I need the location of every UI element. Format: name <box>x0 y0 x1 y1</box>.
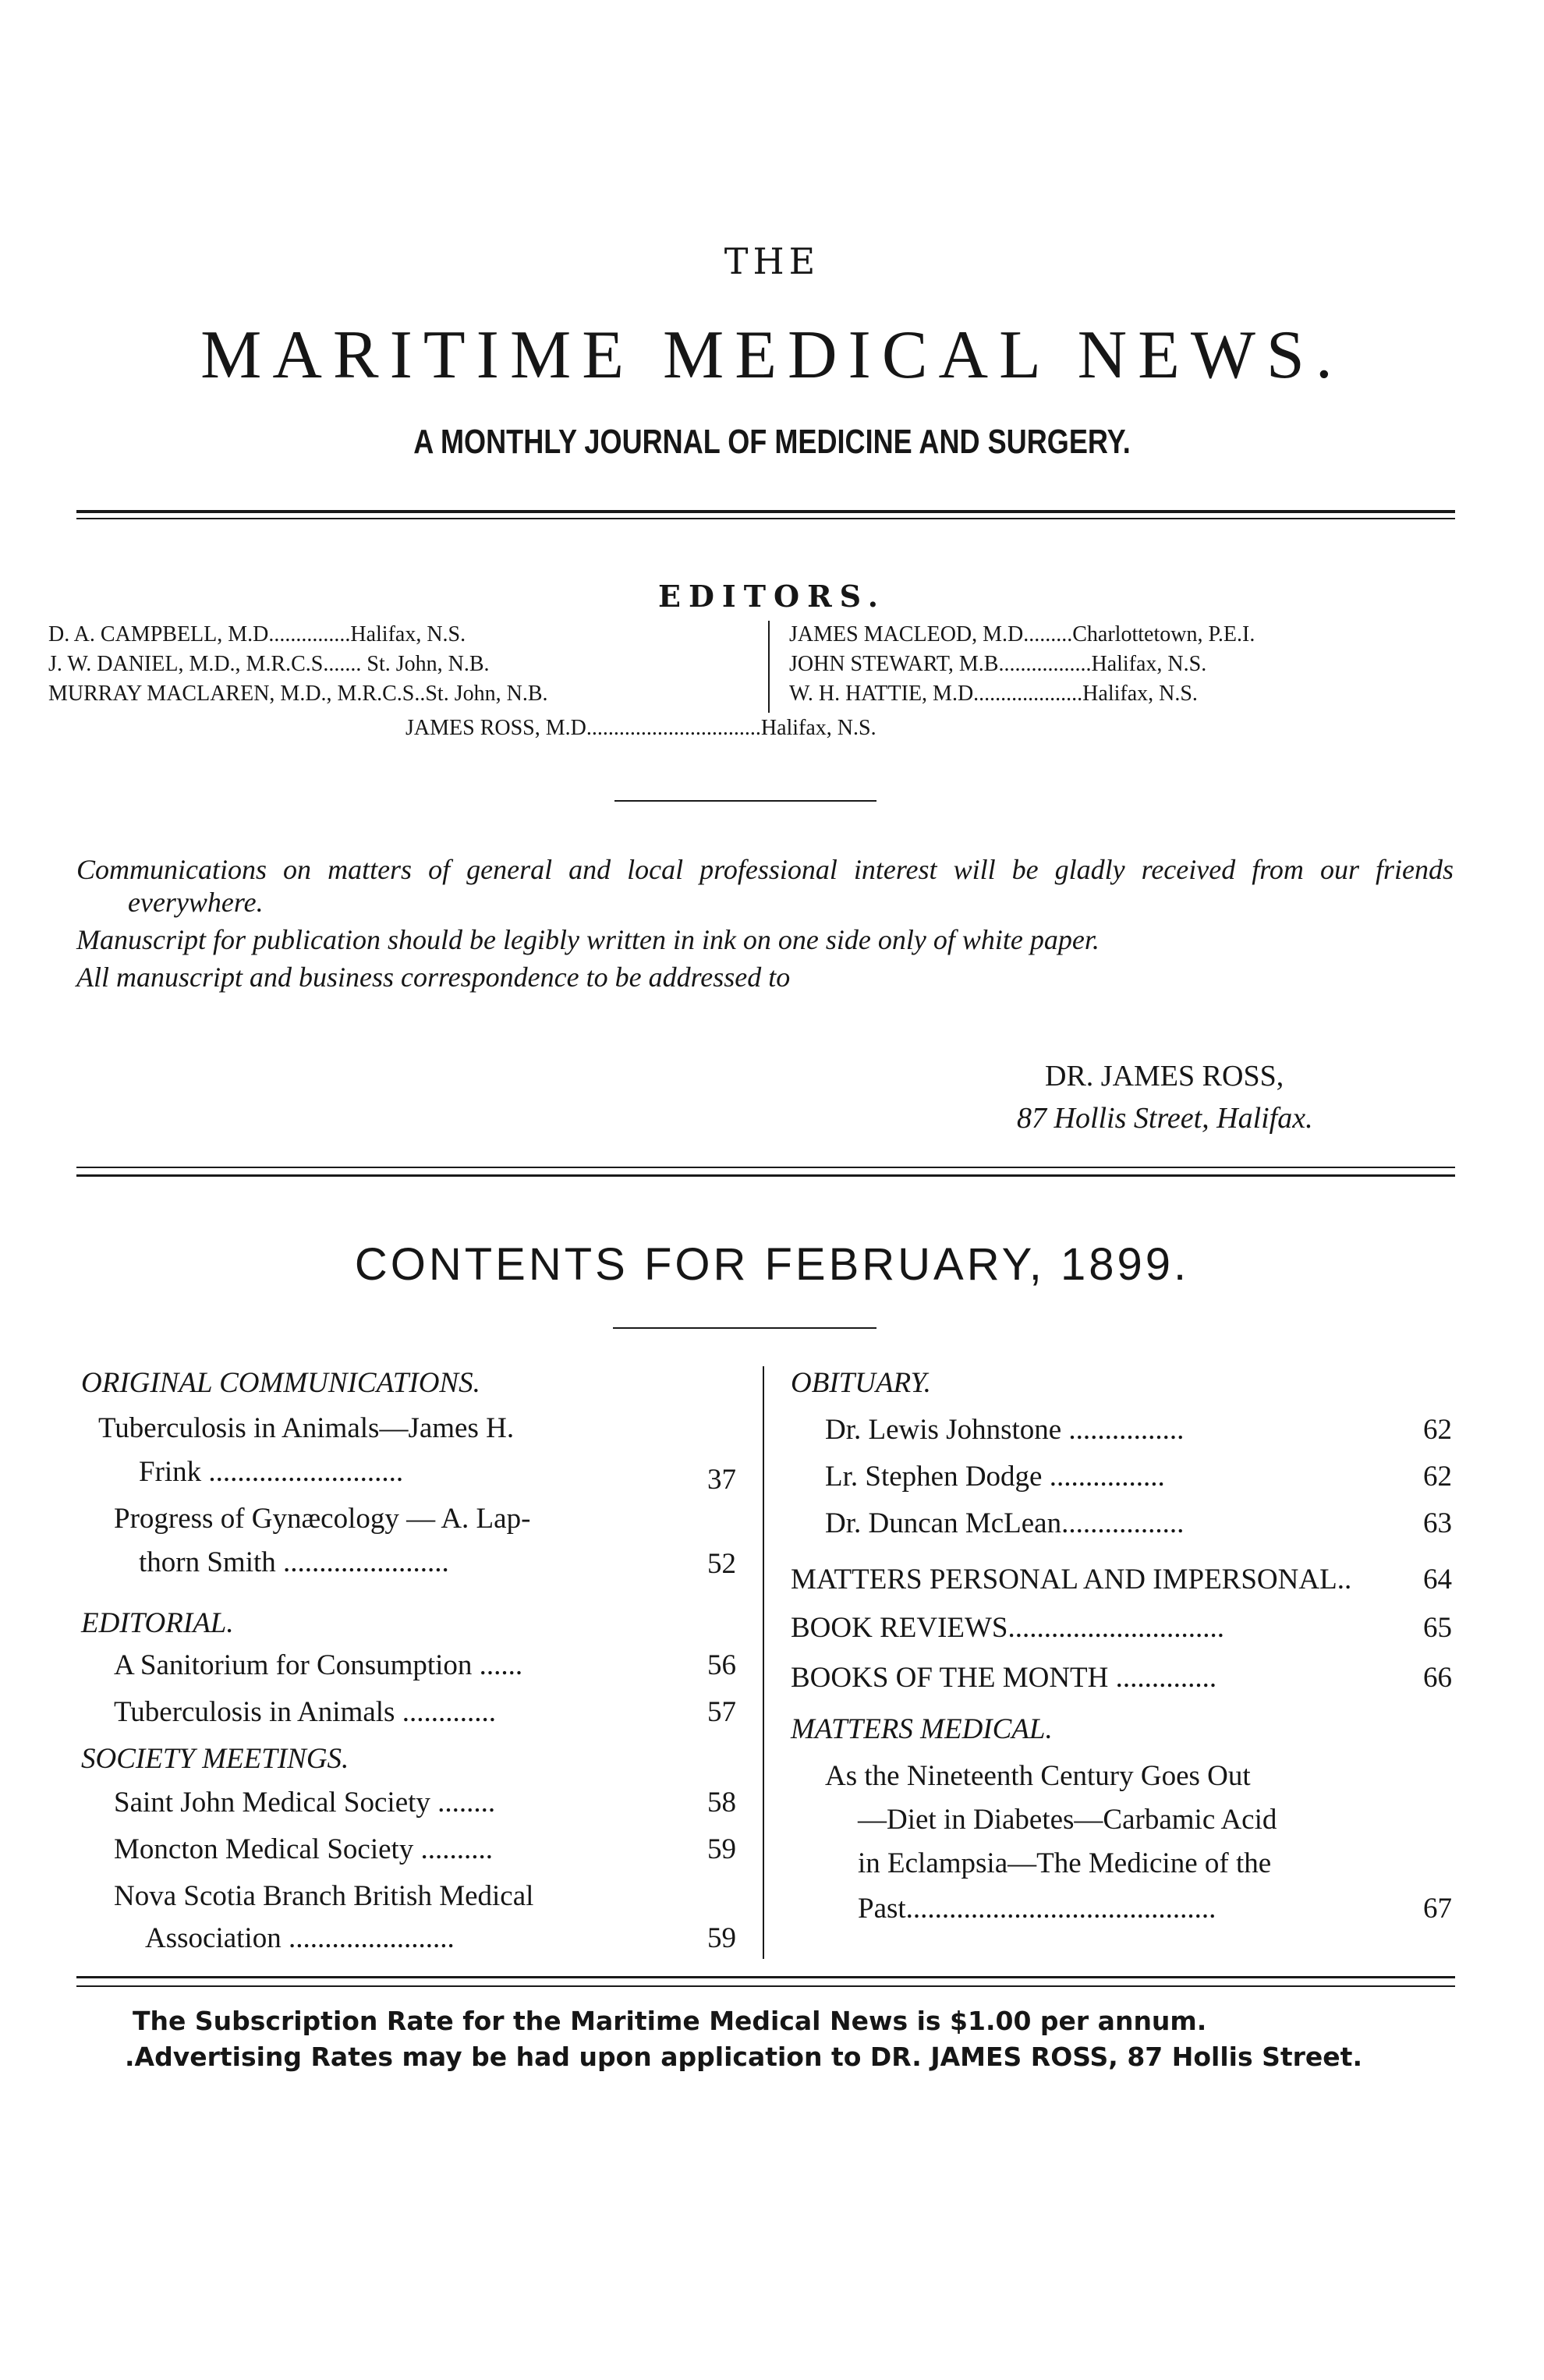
entry-sanitorium: A Sanitorium for Consumption ...... <box>114 1649 523 1681</box>
entry-nineteenth-century-cont: —Diet in Diabetes—Carbamic Acid <box>858 1804 1277 1836</box>
page-number: 56 <box>707 1649 736 1681</box>
entry-moncton-society: Moncton Medical Society .......... <box>114 1833 494 1865</box>
entry-nineteenth-century: As the Nineteenth Century Goes Out <box>825 1760 1251 1792</box>
page-number: 52 <box>707 1548 736 1580</box>
entry-progress-gynaecology: Progress of Gynæcology — A. Lap- <box>114 1503 531 1535</box>
page-number: 62 <box>1423 1461 1452 1493</box>
entry-saint-john-society: Saint John Medical Society ........ <box>114 1787 496 1819</box>
editor-left-2: J. W. DANIEL, M.D., M.R.C.S....... St. John, N.B. <box>48 652 490 676</box>
editor-left-3: MURRAY MACLAREN, M.D., M.R.C.S..St. John, N.B. <box>48 682 548 706</box>
address-name: DR. JAMES ROSS, <box>1045 1060 1284 1093</box>
entry-tuberculosis-animals-frink-cont: Frink ........................... <box>139 1456 404 1488</box>
entry-duncan-mclean: Dr. Duncan McLean................. <box>825 1507 1185 1539</box>
entry-progress-gynaecology-cont: thorn Smith ....................... <box>139 1546 449 1578</box>
masthead-rule-bottom <box>76 518 1455 519</box>
entry-lewis-johnstone: Dr. Lewis Johnstone ................ <box>825 1414 1185 1446</box>
masthead-rule-top <box>76 510 1455 513</box>
advertising-rates: .Advertising Rates may be had upon application to DR. JAMES ROSS, 87 Hollis Street. <box>125 2042 1362 2072</box>
subscription-rate: The Subscription Rate for the Maritime Medical News is $1.00 per annum. <box>133 2006 1207 2036</box>
entry-nova-scotia-branch-cont: Association ....................... <box>145 1922 455 1954</box>
entry-tuberculosis-animals: Tuberculosis in Animals ............. <box>114 1696 496 1728</box>
page-number: 58 <box>707 1787 736 1819</box>
page-number: 66 <box>1423 1662 1452 1694</box>
section-matters-medical: MATTERS MEDICAL. <box>791 1713 1053 1745</box>
contents-title: CONTENTS FOR FEBRUARY, 1899. <box>354 1239 1190 1290</box>
entry-nineteenth-century-cont: Past........................................... <box>858 1893 1216 1925</box>
editor-right-1: JAMES MACLEOD, M.D.........Charlottetown, P.E.I. <box>789 622 1255 646</box>
notice-manuscript: Manuscript for publication should be legibly written in ink on one side only of white paper. <box>76 924 1100 955</box>
editors-short-rule <box>614 800 876 802</box>
entry-stephen-dodge: Lr. Stephen Dodge ................ <box>825 1461 1165 1493</box>
page-number: 63 <box>1423 1507 1452 1539</box>
editor-left-1: D. A. CAMPBELL, M.D...............Halifax, N.S. <box>48 622 466 646</box>
entry-nineteenth-century-cont: in Eclampsia—The Medicine of the <box>858 1847 1272 1879</box>
notices <box>76 853 1454 998</box>
footer-rule-bottom <box>76 1985 1455 1987</box>
page-number: 59 <box>707 1833 736 1865</box>
section-original: ORIGINAL COMMUNICATIONS. <box>81 1367 480 1399</box>
masthead-the: THE <box>724 240 820 282</box>
section-obituary: OBITUARY. <box>791 1367 931 1399</box>
page-number: 65 <box>1423 1612 1452 1644</box>
contents-short-rule <box>613 1327 876 1329</box>
entry-book-reviews: BOOK REVIEWS.............................. <box>791 1612 1225 1644</box>
page-number: 37 <box>707 1464 736 1496</box>
editors-heading: EDITORS. <box>658 579 886 614</box>
notice-communications: Communications on matters of general and local professional interest will be gladly received from our friends everywhere. <box>76 854 1454 918</box>
entry-matters-personal: MATTERS PERSONAL AND IMPERSONAL.. <box>791 1564 1352 1596</box>
page-number: 62 <box>1423 1414 1452 1446</box>
contents-rule-top <box>76 1167 1455 1168</box>
contents-rule-bottom <box>76 1174 1455 1177</box>
entry-nova-scotia-branch: Nova Scotia Branch British Medical <box>114 1880 534 1912</box>
contents-divider <box>763 1366 764 1959</box>
editor-right-2: JOHN STEWART, M.B.................Halifax, N.S. <box>789 652 1207 676</box>
entry-tuberculosis-animals-frink: Tuberculosis in Animals—James H. <box>98 1412 515 1444</box>
masthead-title: MARITIME MEDICAL NEWS. <box>200 317 1344 393</box>
section-society: SOCIETY MEETINGS. <box>81 1743 349 1775</box>
page-number: 57 <box>707 1696 736 1728</box>
editors-divider <box>768 621 770 713</box>
editor-bottom: JAMES ROSS, M.D................................Halifax, N.S. <box>405 716 876 740</box>
footer-rule-top <box>76 1976 1455 1978</box>
masthead-subtitle: A MONTHLY JOURNAL OF MEDICINE AND SURGERY. <box>413 423 1131 461</box>
notice-correspondence: All manuscript and business correspondence to be addressed to <box>76 962 791 993</box>
address-street: 87 Hollis Street, Halifax. <box>1017 1102 1313 1135</box>
entry-books-of-month: BOOKS OF THE MONTH .............. <box>791 1662 1217 1694</box>
editor-right-3: W. H. HATTIE, M.D....................Halifax, N.S. <box>789 682 1198 706</box>
page-number: 59 <box>707 1922 736 1954</box>
page-number: 64 <box>1423 1564 1452 1596</box>
section-editorial: EDITORIAL. <box>81 1607 234 1639</box>
page-number: 67 <box>1423 1893 1452 1925</box>
